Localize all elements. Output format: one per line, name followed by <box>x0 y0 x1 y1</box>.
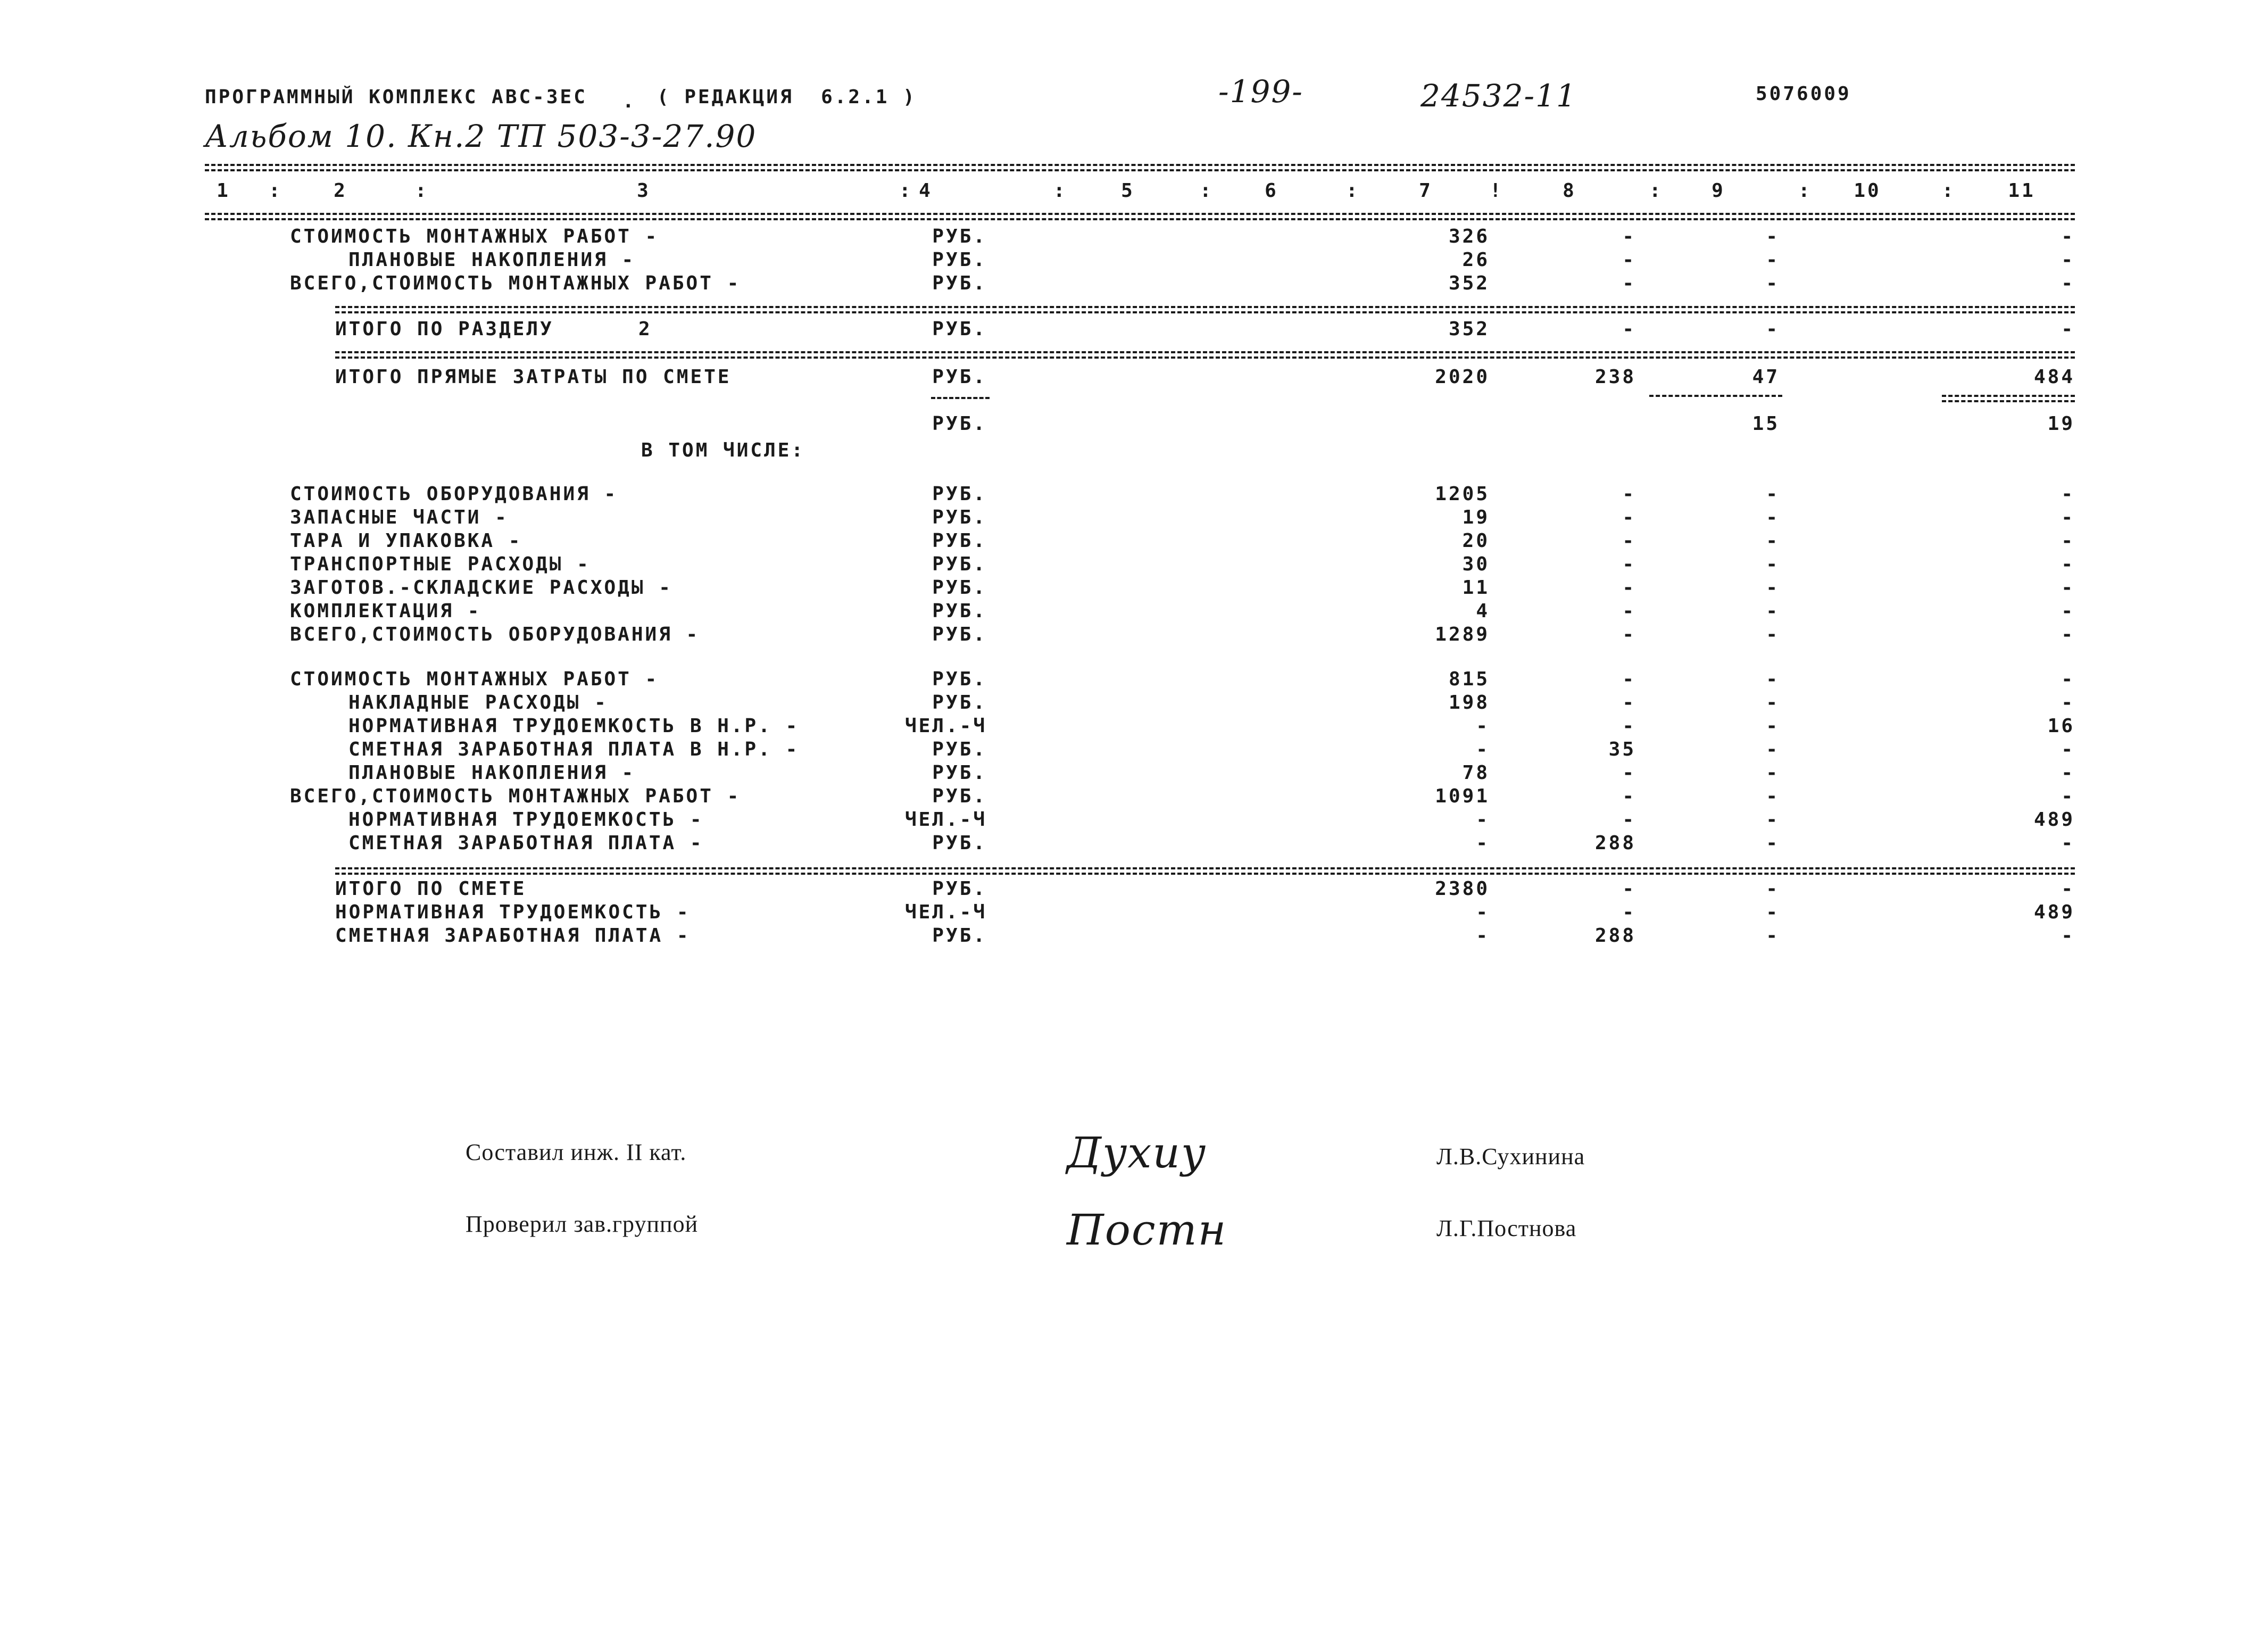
cell-col-8: - <box>1622 249 1636 271</box>
table-row <box>0 692 2268 715</box>
column-separator: : <box>1200 180 1214 202</box>
row-section-number: 2 <box>638 318 652 340</box>
cell-col-9: - <box>1766 762 1780 784</box>
row-unit: РУБ. <box>932 668 987 690</box>
table-row <box>0 507 2268 530</box>
edition-label: ( РЕДАКЦИЯ 6.2.1 ) <box>657 86 917 108</box>
row-label: НАКЛАДНЫЕ РАСХОДЫ - <box>348 692 608 714</box>
row-unit: ЧЕЛ.-Ч <box>904 809 987 831</box>
cell-col-7: - <box>1476 809 1490 831</box>
cell-col-9: - <box>1766 785 1780 807</box>
cell-col-8: - <box>1622 762 1636 784</box>
row-label: СМЕТНАЯ ЗАРАБОТНАЯ ПЛАТА В Н.Р. - <box>348 739 800 760</box>
cell-col-7: 326 <box>1448 226 1490 247</box>
row-unit: РУБ. <box>932 483 987 505</box>
cell-col-8: - <box>1622 272 1636 294</box>
table-row <box>0 878 2268 901</box>
row-label: СТОИМОСТЬ ОБОРУДОВАНИЯ - <box>290 483 618 505</box>
cell-col-7: 26 <box>1462 249 1490 271</box>
column-number-1: 1 <box>217 180 230 202</box>
cell-col-7: 352 <box>1448 272 1490 294</box>
row-unit: РУБ. <box>932 739 987 760</box>
col9-underline <box>1649 395 1782 397</box>
row-label: НОРМАТИВНАЯ ТРУДОЕМКОСТЬ - <box>335 901 691 923</box>
row-unit: РУБ. <box>932 878 987 900</box>
column-header-rule <box>205 213 2075 215</box>
row-unit: РУБ. <box>932 413 987 435</box>
cell-col-8: 288 <box>1594 832 1636 854</box>
cell-col-11: 19 <box>2047 413 2075 435</box>
row-unit: РУБ. <box>932 925 987 947</box>
cell-col-7: 352 <box>1448 318 1490 340</box>
table-row <box>0 530 2268 553</box>
cell-col-11: 489 <box>2033 809 2075 831</box>
column-separator: : <box>1649 180 1663 202</box>
cell-col-9: - <box>1766 809 1780 831</box>
column-separator: : <box>1798 180 1812 202</box>
row-label: ВСЕГО,СТОИМОСТЬ ОБОРУДОВАНИЯ - <box>290 624 700 645</box>
cell-col-8: - <box>1622 530 1636 552</box>
cell-col-11: - <box>2061 507 2075 528</box>
cell-col-9: - <box>1766 878 1780 900</box>
table-row <box>0 366 2268 389</box>
cell-col-9: - <box>1766 901 1780 923</box>
header-dot: . <box>622 90 636 112</box>
cell-col-8: 288 <box>1594 925 1636 947</box>
cell-col-9: 47 <box>1752 366 1780 388</box>
cell-col-7: - <box>1476 832 1490 854</box>
row-unit: РУБ. <box>932 318 987 340</box>
document-number: 24532-11 <box>1420 78 1577 114</box>
cell-col-7: 815 <box>1448 668 1490 690</box>
column-number-9: 9 <box>1712 180 1725 202</box>
composed-label: Составил инж. II кат. <box>466 1139 687 1165</box>
section-rule <box>335 351 2075 353</box>
column-separator: : <box>899 180 913 202</box>
composed-name: Л.В.Сухинина <box>1436 1143 1585 1170</box>
cell-col-11: - <box>2061 318 2075 340</box>
row-label: СМЕТНАЯ ЗАРАБОТНАЯ ПЛАТА - <box>335 925 691 947</box>
cell-col-8: - <box>1622 715 1636 737</box>
cell-col-9: - <box>1766 692 1780 714</box>
cell-col-11: - <box>2061 739 2075 760</box>
cell-col-8: - <box>1622 318 1636 340</box>
row-unit: ЧЕЛ.-Ч <box>904 715 987 737</box>
cell-col-9: - <box>1766 925 1780 947</box>
cell-col-9: - <box>1766 226 1780 247</box>
row-label: СТОИМОСТЬ МОНТАЖНЫХ РАБОТ - <box>290 226 659 247</box>
table-row <box>0 901 2268 925</box>
cell-col-7: - <box>1476 715 1490 737</box>
cell-col-7: 4 <box>1476 600 1490 622</box>
cell-col-11: - <box>2061 530 2075 552</box>
cell-col-7: 11 <box>1462 577 1490 599</box>
row-unit: РУБ. <box>932 507 987 528</box>
row-label: ВСЕГО,СТОИМОСТЬ МОНТАЖНЫХ РАБОТ - <box>290 272 741 294</box>
page-number: -199- <box>1218 73 1303 110</box>
column-header-rule-2 <box>205 218 2075 220</box>
row-unit: РУБ. <box>932 530 987 552</box>
column-separator: : <box>1053 180 1067 202</box>
section-rule <box>335 356 2075 359</box>
table-row <box>0 668 2268 692</box>
cell-col-9: - <box>1766 600 1780 622</box>
row-label: НОРМАТИВНАЯ ТРУДОЕМКОСТЬ В Н.Р. - <box>348 715 800 737</box>
column-number-5: 5 <box>1121 180 1135 202</box>
column-number-2: 2 <box>334 180 347 202</box>
cell-col-7: 1205 <box>1435 483 1490 505</box>
column-number-3: 3 <box>637 180 651 202</box>
cell-col-11: - <box>2061 878 2075 900</box>
table-row <box>0 577 2268 600</box>
row-label: ВСЕГО,СТОИМОСТЬ МОНТАЖНЫХ РАБОТ - <box>290 785 741 807</box>
row-label: КОМПЛЕКТАЦИЯ - <box>290 600 481 622</box>
cell-col-11: - <box>2061 624 2075 645</box>
column-number-7: 7 <box>1419 180 1433 202</box>
row-unit: РУБ. <box>932 832 987 854</box>
cell-col-7: 2020 <box>1435 366 1490 388</box>
cell-col-9: - <box>1766 530 1780 552</box>
row-unit: РУБ. <box>932 249 987 271</box>
cell-col-8: 238 <box>1594 366 1636 388</box>
row-unit: РУБ. <box>932 762 987 784</box>
table-row <box>0 624 2268 647</box>
cell-col-9: - <box>1766 624 1780 645</box>
unit-underline <box>931 397 990 399</box>
checked-name: Л.Г.Постнова <box>1436 1215 1577 1241</box>
row-unit: РУБ. <box>932 553 987 575</box>
cell-col-11: - <box>2061 483 2075 505</box>
cell-col-9: - <box>1766 318 1780 340</box>
section-rule <box>335 311 2075 313</box>
cell-col-8: - <box>1622 483 1636 505</box>
row-unit: РУБ. <box>932 692 987 714</box>
table-row <box>0 226 2268 249</box>
cell-col-8: - <box>1622 226 1636 247</box>
row-label: ТРАНСПОРТНЫЕ РАСХОДЫ - <box>290 553 591 575</box>
row-unit: РУБ. <box>932 366 987 388</box>
table-top-rule <box>205 164 2075 166</box>
cell-col-9: - <box>1766 507 1780 528</box>
cell-col-8: - <box>1622 624 1636 645</box>
cell-col-7: 1091 <box>1435 785 1490 807</box>
column-number-8: 8 <box>1563 180 1576 202</box>
cell-col-11: 489 <box>2033 901 2075 923</box>
row-label: ПЛАНОВЫЕ НАКОПЛЕНИЯ - <box>348 249 636 271</box>
row-unit: РУБ. <box>932 785 987 807</box>
cell-col-11: - <box>2061 785 2075 807</box>
cell-col-8: - <box>1622 668 1636 690</box>
cell-col-7: 198 <box>1448 692 1490 714</box>
cell-col-9: - <box>1766 483 1780 505</box>
table-row <box>0 249 2268 272</box>
column-number-11: 11 <box>2008 180 2036 202</box>
table-row <box>0 272 2268 296</box>
row-unit: РУБ. <box>932 624 987 645</box>
row-label: ЗАГОТОВ.-СКЛАДСКИЕ РАСХОДЫ - <box>290 577 672 599</box>
cell-col-9: - <box>1766 249 1780 271</box>
cell-col-7: 1289 <box>1435 624 1490 645</box>
cell-col-8: - <box>1622 577 1636 599</box>
row-label: НОРМАТИВНАЯ ТРУДОЕМКОСТЬ - <box>348 809 704 831</box>
cell-col-11: - <box>2061 226 2075 247</box>
column-number-10: 10 <box>1854 180 1881 202</box>
row-label: ИТОГО ПО РАЗДЕЛУ <box>335 318 554 340</box>
row-unit: РУБ. <box>932 600 987 622</box>
table-row <box>0 483 2268 507</box>
cell-col-11: - <box>2061 925 2075 947</box>
cell-col-8: - <box>1622 809 1636 831</box>
cell-col-11: 484 <box>2033 366 2075 388</box>
cell-col-7: 30 <box>1462 553 1490 575</box>
cell-col-7: - <box>1476 739 1490 760</box>
checked-label: Проверил зав.группой <box>466 1211 699 1237</box>
table-row <box>0 739 2268 762</box>
cell-col-11: - <box>2061 692 2075 714</box>
cell-col-9: - <box>1766 739 1780 760</box>
cell-col-8: - <box>1622 878 1636 900</box>
cell-col-8: - <box>1622 901 1636 923</box>
cell-col-11: - <box>2061 577 2075 599</box>
cell-col-9: - <box>1766 272 1780 294</box>
cell-col-11: - <box>2061 668 2075 690</box>
table-row <box>0 413 2268 436</box>
table-row <box>0 832 2268 856</box>
cell-col-7: - <box>1476 901 1490 923</box>
composed-signature: Дyxиу <box>1067 1128 1207 1177</box>
cell-col-8: - <box>1622 553 1636 575</box>
cell-col-9: - <box>1766 668 1780 690</box>
row-unit: ЧЕЛ.-Ч <box>904 901 987 923</box>
table-row <box>0 318 2268 342</box>
col11-underline-2 <box>1942 400 2075 402</box>
cell-col-9: - <box>1766 832 1780 854</box>
section-rule <box>335 873 2075 875</box>
cell-col-9: - <box>1766 577 1780 599</box>
table-top-rule-2 <box>205 169 2075 171</box>
row-label: ПЛАНОВЫЕ НАКОПЛЕНИЯ - <box>348 762 636 784</box>
cell-col-11: - <box>2061 600 2075 622</box>
section-rule <box>335 306 2075 308</box>
program-title: ПРОГРАММНЫЙ КОМПЛЕКС АВС-ЗЕС <box>205 86 587 108</box>
column-separator: : <box>269 180 283 202</box>
cell-col-9: - <box>1766 715 1780 737</box>
column-number-6: 6 <box>1265 180 1278 202</box>
cell-col-11: - <box>2061 553 2075 575</box>
cell-col-7: 78 <box>1462 762 1490 784</box>
cell-col-9: 15 <box>1752 413 1780 435</box>
document-code: 5076009 <box>1756 83 1851 105</box>
table-row <box>0 715 2268 739</box>
cell-col-7: 19 <box>1462 507 1490 528</box>
cell-col-11: - <box>2061 249 2075 271</box>
cell-col-11: - <box>2061 272 2075 294</box>
cell-col-8: - <box>1622 600 1636 622</box>
cell-col-11: - <box>2061 762 2075 784</box>
row-unit: РУБ. <box>932 226 987 247</box>
column-separator: ! <box>1490 180 1503 202</box>
row-label: СТОИМОСТЬ МОНТАЖНЫХ РАБОТ - <box>290 668 659 690</box>
column-separator: : <box>1942 180 1956 202</box>
table-row <box>0 785 2268 809</box>
cell-col-8: 35 <box>1608 739 1636 760</box>
in-that-number-heading: В ТОМ ЧИСЛЕ: <box>641 439 805 461</box>
cell-col-8: - <box>1622 785 1636 807</box>
cell-col-11: - <box>2061 832 2075 854</box>
table-row <box>0 925 2268 948</box>
table-row <box>0 600 2268 624</box>
checked-signature: Постн <box>1067 1205 1227 1255</box>
row-label: ИТОГО ПРЯМЫЕ ЗАТРАТЫ ПО СМЕТЕ <box>335 366 732 388</box>
row-label: СМЕТНАЯ ЗАРАБОТНАЯ ПЛАТА - <box>348 832 704 854</box>
cell-col-7: 20 <box>1462 530 1490 552</box>
cell-col-8: - <box>1622 692 1636 714</box>
album-reference: Альбом 10. Кн.2 ТП 503-3-27.90 <box>205 118 757 154</box>
column-separator: : <box>415 180 429 202</box>
column-number-4: 4 <box>919 180 933 202</box>
column-separator: : <box>1346 180 1360 202</box>
row-unit: РУБ. <box>932 272 987 294</box>
row-label: ЗАПАСНЫЕ ЧАСТИ - <box>290 507 509 528</box>
row-label: ИТОГО ПО СМЕТЕ <box>335 878 527 900</box>
cell-col-11: 16 <box>2047 715 2075 737</box>
section-rule <box>335 867 2075 869</box>
col11-underline <box>1942 395 2075 397</box>
cell-col-7: - <box>1476 925 1490 947</box>
table-row <box>0 809 2268 832</box>
cell-col-9: - <box>1766 553 1780 575</box>
table-row <box>0 762 2268 785</box>
row-label: ТАРА И УПАКОВКА - <box>290 530 522 552</box>
table-row <box>0 553 2268 577</box>
row-unit: РУБ. <box>932 577 987 599</box>
cell-col-8: - <box>1622 507 1636 528</box>
cell-col-7: 2380 <box>1435 878 1490 900</box>
